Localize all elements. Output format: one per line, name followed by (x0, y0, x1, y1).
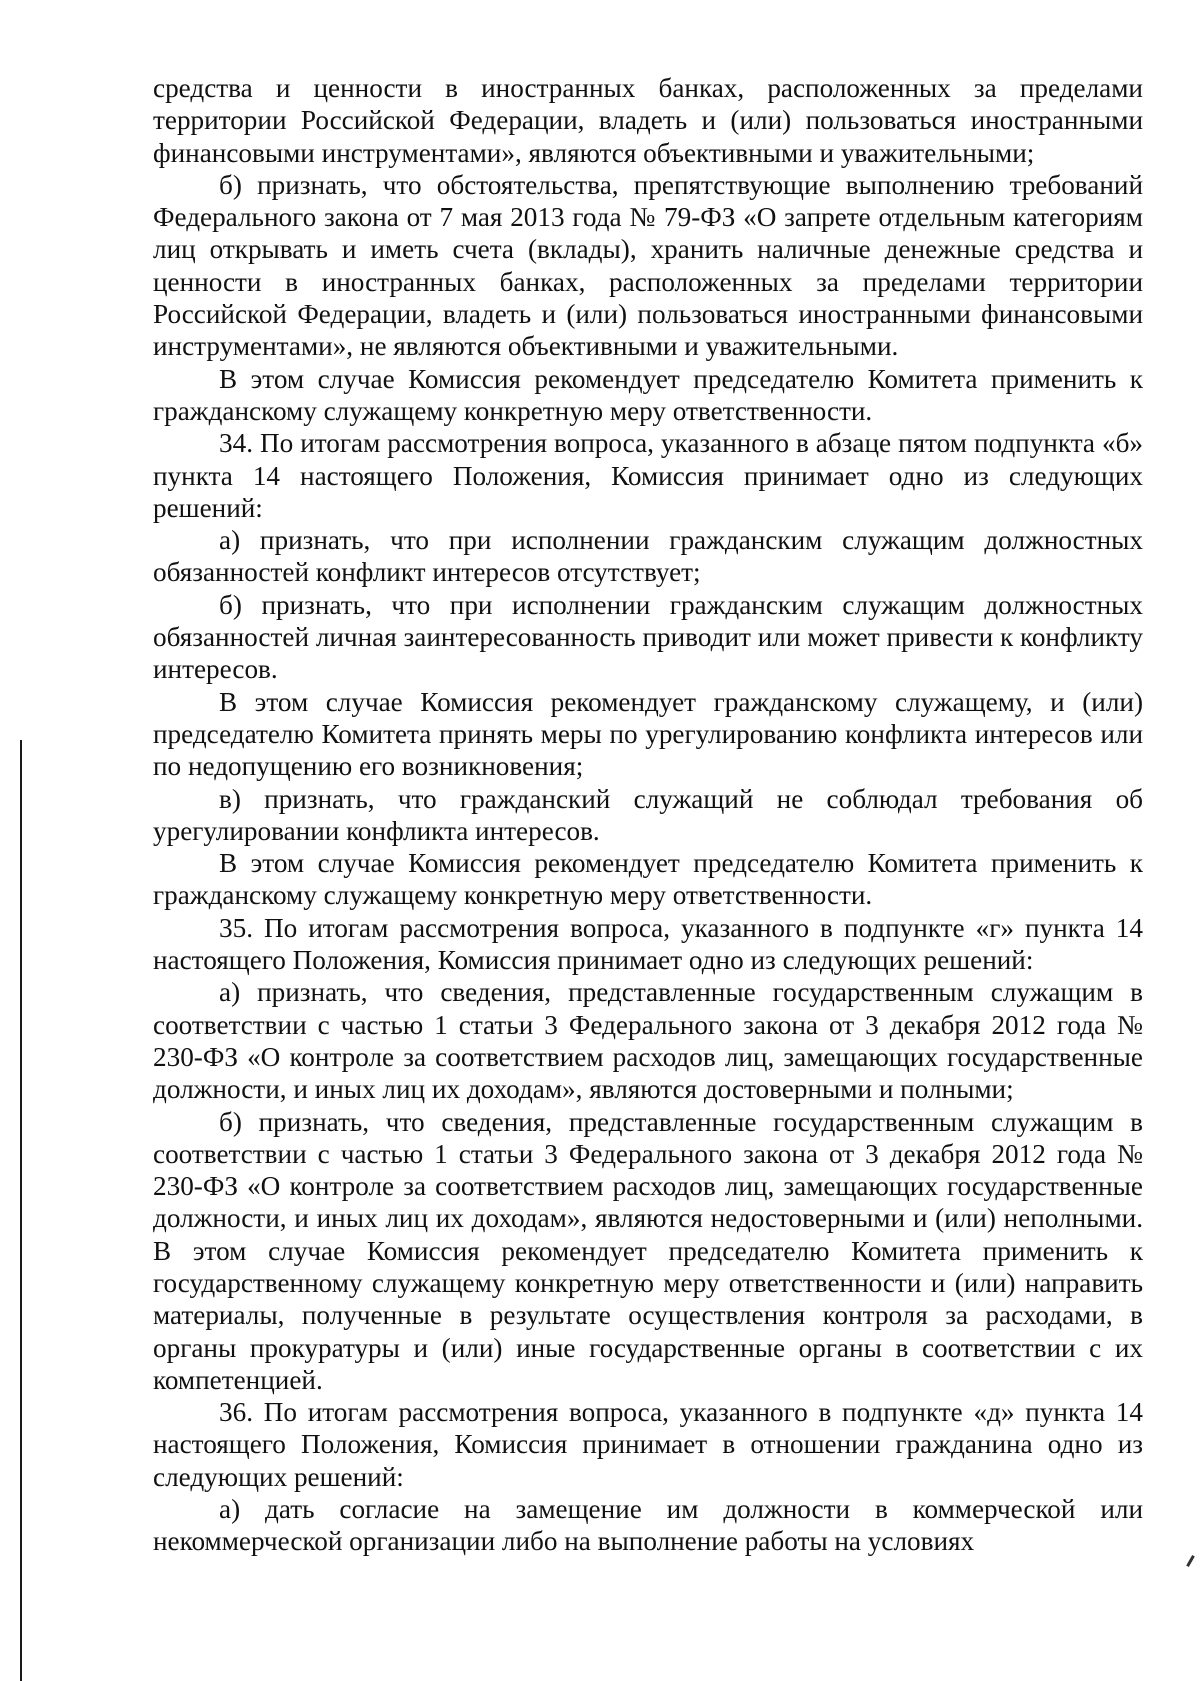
paragraph-34: 34. По итогам рассмотрения вопроса, указанного в абзаце пятом подпункта «б» пункта 14 настоящего Положения, Комиссия принимает одно из следующих решений: (153, 428, 1143, 523)
scan-edge-line (20, 740, 22, 1681)
paragraph-33b-consequence: В этом случае Комиссия рекомендует председателю Комитета применить к гражданскому служащему конкретную меру ответственности. (153, 363, 1143, 426)
paragraph-34c-consequence: В этом случае Комиссия рекомендует председателю Комитета применить к гражданскому служащему конкретную меру ответственности. (153, 848, 1143, 911)
paragraph-36a: а) дать согласие на замещение им должности в коммерческой или некоммерческой организации либо на выполнение работы на условиях (153, 1494, 1143, 1557)
paragraph-34a: а) признать, что при исполнении гражданским служащим должностных обязанностей конфликт интересов отсутствует; (153, 525, 1143, 588)
paragraph-35b: б) признать, что сведения, представленные государственным служащим в соответствии с частью 1 статьи 3 Федерального закона от 3 декабря 2012 года № 230-ФЗ «О контроле за соответствием расходов лиц, замещающих государственные должности, и иных лиц их доходам», являются недостоверными и (или) неполными. В этом случае Комиссия рекомендует председателю Комитета применить к государственному служащему конкретную меру ответственности и (или) направить материалы, полученные в результате осуществления контроля за расходами, в органы прокуратуры и (или) иные государственные органы в соответствии с их компетенцией. (153, 1106, 1143, 1395)
scan-mark (1186, 1555, 1195, 1567)
document-page (153, 72, 1143, 1558)
paragraph-33b: б) признать, что обстоятельства, препятствующие выполнению требований Федерального закона от 7 мая 2013 года № 79-ФЗ «О запрете отдельным категориям лиц открывать и иметь счета (вклады), хранить наличные денежные средства и ценности в иностранных банках, расположенных за пределами территории Российской Федерации, владеть и (или) пользоваться иностранными финансовыми инструментами», не являются объективными и уважительными. (153, 169, 1143, 362)
paragraph-continuation: средства и ценности в иностранных банках, расположенных за пределами территории Российской Федерации, владеть и (или) пользоваться иностранными финансовыми инструментами», являются объективными и уважительными; (153, 73, 1143, 168)
paragraph-34c: в) признать, что гражданский служащий не соблюдал требования об урегулировании конфликта интересов. (153, 783, 1143, 846)
paragraph-36: 36. По итогам рассмотрения вопроса, указанного в подпункте «д» пункта 14 настоящего Положения, Комиссия принимает в отношении гражданина одно из следующих решений: (153, 1397, 1143, 1492)
paragraph-34b: б) признать, что при исполнении гражданским служащим должностных обязанностей личная заинтересованность приводит или может привести к конфликту интересов. (153, 589, 1143, 685)
paragraph-35a: а) признать, что сведения, представленные государственным служащим в соответствии с частью 1 статьи 3 Федерального закона от 3 декабря 2012 года № 230-ФЗ «О контроле за соответствием расходов лиц, замещающих государственные должности, и иных лиц их доходам», являются достоверными и полными; (153, 977, 1143, 1105)
paragraph-35: 35. По итогам рассмотрения вопроса, указанного в подпункте «г» пункта 14 настоящего Положения, Комиссия принимает одно из следующих решений: (153, 912, 1143, 976)
paragraph-34b-consequence: В этом случае Комиссия рекомендует гражданскому служащему, и (или) председателю Комитета принять меры по урегулированию конфликта интересов или по недопущению его возникновения; (153, 686, 1143, 782)
